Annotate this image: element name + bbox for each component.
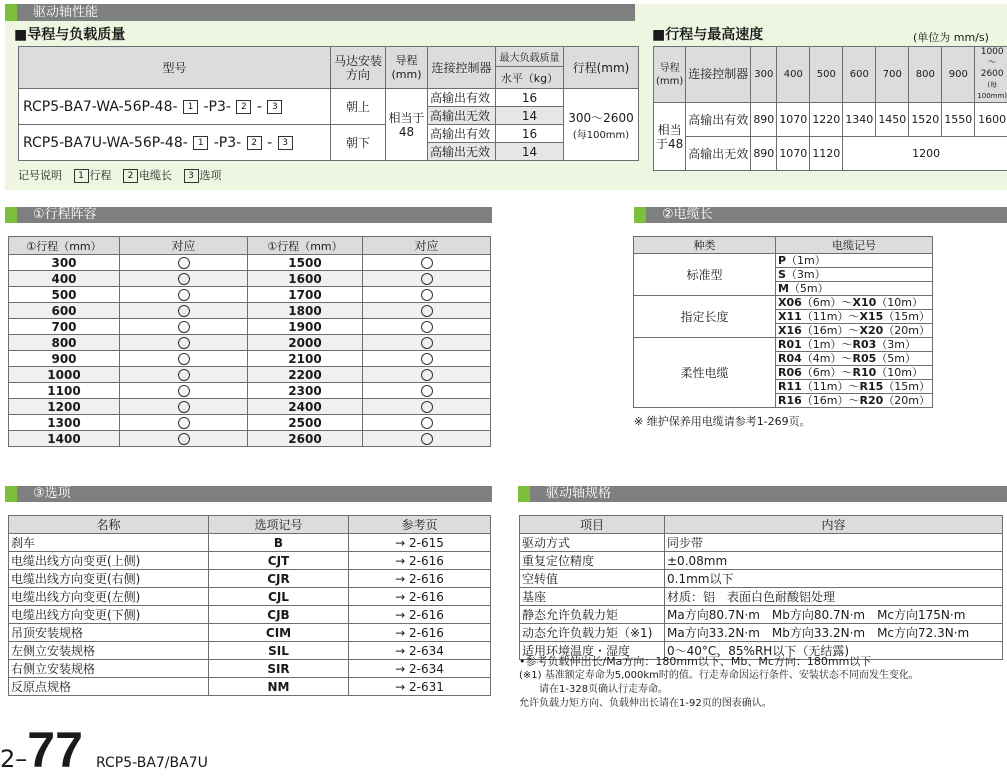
load-cell: 14 [496,107,564,125]
circle-icon [178,273,190,285]
option-page: → 2-631 [349,678,491,696]
options-table [8,515,491,696]
option-code: SIR [209,660,349,678]
table-row [634,254,933,268]
circle-icon [421,369,433,381]
speed-cell: 1220 [810,103,843,137]
axis-spec-table [519,515,1003,660]
table-row [9,678,491,696]
table-row [520,588,1003,606]
table-row [9,431,491,447]
performance-header: 驱动轴性能 [5,4,635,21]
stroke-value: 1500 [248,255,363,271]
col-stroke: ①行程（mm） [248,237,363,255]
supported-mark [363,287,491,303]
stroke-symbol: 1 [183,100,198,114]
col-motor: 马达安装方向 [331,47,386,89]
stroke-col: 900 [942,47,975,103]
spec-content: ±0.08mm [665,552,1003,570]
circle-icon [421,385,433,397]
supported-mark [363,415,491,431]
stroke-value: 1600 [248,271,363,287]
col-content: 内容 [665,516,1003,534]
supported-mark [120,319,248,335]
col-cable-code: 电缆记号 [775,237,932,254]
spec-content: 材质：铝 表面白色耐酸铝处理 [665,588,1003,606]
controller-cell: 高输出无效 [428,143,496,161]
table-row [9,303,491,319]
table-row [9,570,491,588]
spec-content: 0.1mm以下 [665,570,1003,588]
col-controller: 连接控制器 [428,47,496,89]
option-name: 左侧立安装规格 [9,642,209,660]
controller-cell: 高输出有效 [686,103,751,137]
model-row-1: RCP5-BA7-WA-56P-48- 1 -P3- 2 - 3 [19,89,331,125]
option-code: NM [209,678,349,696]
col-max-load: 最大负载质量 [496,47,564,67]
stroke-value: 2100 [248,351,363,367]
circle-icon [421,305,433,317]
option-code: CJL [209,588,349,606]
col-support: 对应 [120,237,248,255]
supported-mark [363,319,491,335]
col-ref-page: 参考页 [349,516,491,534]
speed-cell: 1070 [777,103,810,137]
load-cell: 16 [496,89,564,107]
option-code: SIL [209,642,349,660]
col-option-code: 选项记号 [209,516,349,534]
model-row-2: RCP5-BA7U-WA-56P-48- 1 -P3- 2 - 3 [19,125,331,161]
table-row [9,588,491,606]
symbol-legend: 记号说明 1 行程 2 电缆长 3 选项 [18,169,222,182]
circle-icon [421,257,433,269]
col-stroke: ①行程（mm） [9,237,120,255]
stroke-value: 2300 [248,383,363,399]
stroke-speed-table [653,46,1007,171]
speed-cell: 1550 [942,103,975,137]
table-row [9,383,491,399]
spec-note: 请在1-328页确认行走寿命。 [519,684,669,695]
supported-mark [363,335,491,351]
circle-icon [178,369,190,381]
stroke-value: 1800 [248,303,363,319]
table-row [520,624,1003,642]
option-name: 吊顶安装规格 [9,624,209,642]
supported-mark [363,367,491,383]
stroke-value: 1400 [9,431,120,447]
stroke-value: 500 [9,287,120,303]
supported-mark [363,399,491,415]
supported-mark [120,335,248,351]
spec-content: 同步带 [665,534,1003,552]
table-row [9,255,491,271]
supported-mark [363,255,491,271]
stroke-speed-title: ■行程与最高速度 [652,27,764,43]
spec-note: 允许负载力矩方向、负载伸出长请在1-92页的图表确认。 [519,698,772,709]
option-page: → 2-634 [349,660,491,678]
table-row [9,351,491,367]
option-page: → 2-634 [349,642,491,660]
page-number: 2–77 RCP5-BA7/BA7U [0,722,208,778]
stroke-value: 1000 [9,367,120,383]
spec-content: Ma方向80.7N·m Mb方向80.7N·m Mc方向175N·m [665,606,1003,624]
circle-icon [421,433,433,445]
supported-mark [120,255,248,271]
load-cell: 14 [496,143,564,161]
stroke-value: 1100 [9,383,120,399]
cable-code: M（5m） [775,282,932,296]
supported-mark [363,351,491,367]
cable-note: ※ 维护保养用电缆请参考1-269页。 [634,415,811,428]
col-model: 型号 [19,47,331,89]
cable-symbol: 2 [247,136,262,150]
cable-code: R11（11m）～R15（15m） [775,380,932,394]
spec-item: 重复定位精度 [520,552,665,570]
speed-cell: 890 [751,103,777,137]
speed-unit: (单位为 mm/s) [913,31,989,44]
cable-code: R16（16m）～R20（20m） [775,394,932,408]
col-name: 名称 [9,516,209,534]
lead-value: 相当于48 [386,89,428,161]
stroke-value: 1900 [248,319,363,335]
table-row [9,642,491,660]
circle-icon [421,321,433,333]
circle-icon [421,353,433,365]
circle-icon [178,401,190,413]
motor-up: 朝上 [331,89,386,125]
option-name: 右侧立安装规格 [9,660,209,678]
circle-icon [421,289,433,301]
cable-type: 指定长度 [634,296,776,338]
options-header: ③选项 [5,486,492,502]
speed-cell: 1120 [810,137,843,171]
col-lead: 导程(mm) [386,47,428,89]
speed-cell: 890 [751,137,777,171]
stroke-value: 1200 [9,399,120,415]
speed-cell: 1450 [876,103,909,137]
cable-code: R06（6m）～R10（10m） [775,366,932,380]
stroke-value: 400 [9,271,120,287]
lead-value: 相当于48 [654,103,686,171]
option-page: → 2-615 [349,534,491,552]
table-row [9,624,491,642]
table-row [9,534,491,552]
controller-cell: 高输出无效 [686,137,751,171]
table-row [520,534,1003,552]
spec-item: 驱动方式 [520,534,665,552]
spec-note: •参考负载伸出长/Ma方向：180mm以下、Mb、Mc方向：180mm以下 [519,655,872,668]
speed-cell: 1070 [777,137,810,171]
spec-item: 适用环境温度・湿度 [520,642,665,660]
table-row [9,552,491,570]
circle-icon [178,433,190,445]
cable-code: S（3m） [775,268,932,282]
circle-icon [421,401,433,413]
circle-icon [178,385,190,397]
stroke-value: 2400 [248,399,363,415]
supported-mark [120,287,248,303]
spec-note: (※1) 基准额定寿命为5,000km时的值。行走寿命因运行条件、安装状态不同而发生变化。 [519,670,919,681]
circle-icon [178,337,190,349]
spec-item: 静态允许负载力矩 [520,606,665,624]
speed-cell-merged: 1200 [843,137,1007,171]
col-type: 种类 [634,237,776,254]
table-row [9,606,491,624]
table-row [9,335,491,351]
stroke-range: 300～2600 (每100mm) [564,89,639,161]
supported-mark [363,303,491,319]
speed-cell: 1340 [843,103,876,137]
option-page: → 2-616 [349,552,491,570]
spec-notes [519,655,919,711]
circle-icon [421,417,433,429]
table-row [520,606,1003,624]
supported-mark [363,383,491,399]
table-row [9,319,491,335]
circle-icon [421,273,433,285]
supported-mark [363,431,491,447]
table-row [9,660,491,678]
supported-mark [120,367,248,383]
option-page: → 2-616 [349,624,491,642]
circle-icon [421,337,433,349]
cable-type: 标准型 [634,254,776,296]
col-support: 对应 [363,237,491,255]
supported-mark [120,431,248,447]
supported-mark [120,271,248,287]
circle-icon [178,289,190,301]
cable-length-header: ②电缆长 [634,207,1007,223]
circle-icon [178,353,190,365]
table-row [634,338,933,352]
option-name: 电缆出线方向变更(左侧) [9,588,209,606]
option-name: 刹车 [9,534,209,552]
stroke-col: 700 [876,47,909,103]
cable-code: P（1m） [775,254,932,268]
stroke-value: 1700 [248,287,363,303]
circle-icon [178,305,190,317]
model-footer: RCP5-BA7/BA7U [96,755,208,771]
col-item: 项目 [520,516,665,534]
supported-mark [120,399,248,415]
option-code: CJT [209,552,349,570]
col-controller: 连接控制器 [686,47,751,103]
option-name: 反原点规格 [9,678,209,696]
spec-item: 空转值 [520,570,665,588]
controller-cell: 高输出无效 [428,107,496,125]
table-row [520,570,1003,588]
stroke-value: 600 [9,303,120,319]
motor-down: 朝下 [331,125,386,161]
stroke-value: 1300 [9,415,120,431]
col-stroke: 行程(mm) [564,47,639,89]
lead-load-title: ■导程与负载质量 [14,27,126,43]
cable-code: X16（16m）～X20（20m） [775,324,932,338]
table-row [634,296,933,310]
stroke-col: 600 [843,47,876,103]
cable-length-table [633,236,933,408]
stroke-col: 400 [777,47,810,103]
stroke-value: 700 [9,319,120,335]
speed-cell: 1600 [975,103,1007,137]
supported-mark [120,415,248,431]
spec-content: Ma方向33.2N·m Mb方向33.2N·m Mc方向72.3N·m [665,624,1003,642]
circle-icon [178,257,190,269]
cable-symbol: 2 [236,100,251,114]
speed-cell: 1520 [909,103,942,137]
option-name: 电缆出线方向变更(右侧) [9,570,209,588]
circle-icon [178,321,190,333]
col-lead: 导程(mm) [654,47,686,103]
table-row [9,287,491,303]
table-row [9,367,491,383]
cable-code: X06（6m）～X10（10m） [775,296,932,310]
option-name: 电缆出线方向变更(下侧) [9,606,209,624]
cable-type: 柔性电缆 [634,338,776,408]
spec-item: 基座 [520,588,665,606]
stroke-lineup-table [8,236,491,447]
axis-spec-header: 驱动轴规格 [518,486,1007,502]
option-code: CIM [209,624,349,642]
option-code: CJR [209,570,349,588]
stroke-col: 300 [751,47,777,103]
stroke-col-last: 1000～2600 (每100mm) [975,47,1007,103]
supported-mark [120,351,248,367]
option-symbol: 3 [267,100,282,114]
stroke-col: 500 [810,47,843,103]
spec-item: 动态允许负载力矩（※1) [520,624,665,642]
supported-mark [120,303,248,319]
supported-mark [120,383,248,399]
supported-mark [363,271,491,287]
load-cell: 16 [496,125,564,143]
stroke-value: 2600 [248,431,363,447]
table-row [9,271,491,287]
cable-code: R01（1m）～R03（3m） [775,338,932,352]
stroke-col: 800 [909,47,942,103]
option-page: → 2-616 [349,606,491,624]
stroke-value: 900 [9,351,120,367]
stroke-value: 300 [9,255,120,271]
lead-load-table [18,46,639,161]
cable-code: R04（4m）～R05（5m） [775,352,932,366]
option-code: CJB [209,606,349,624]
circle-icon [178,417,190,429]
option-page: → 2-616 [349,570,491,588]
controller-cell: 高输出有效 [428,125,496,143]
stroke-lineup-header: ①行程阵容 [5,207,492,223]
option-page: → 2-616 [349,588,491,606]
table-row [520,552,1003,570]
table-row [9,415,491,431]
option-code: B [209,534,349,552]
stroke-value: 800 [9,335,120,351]
cable-code: X11（11m）～X15（15m） [775,310,932,324]
col-horizontal: 水平（kg） [496,67,564,89]
table-row [9,399,491,415]
controller-cell: 高输出有效 [428,89,496,107]
stroke-value: 2200 [248,367,363,383]
option-name: 电缆出线方向变更(上侧) [9,552,209,570]
spec-content: 0～40°C、85%RH以下（无结露) [665,642,1003,660]
stroke-symbol: 1 [193,136,208,150]
option-symbol: 3 [278,136,293,150]
stroke-value: 2000 [248,335,363,351]
stroke-value: 2500 [248,415,363,431]
